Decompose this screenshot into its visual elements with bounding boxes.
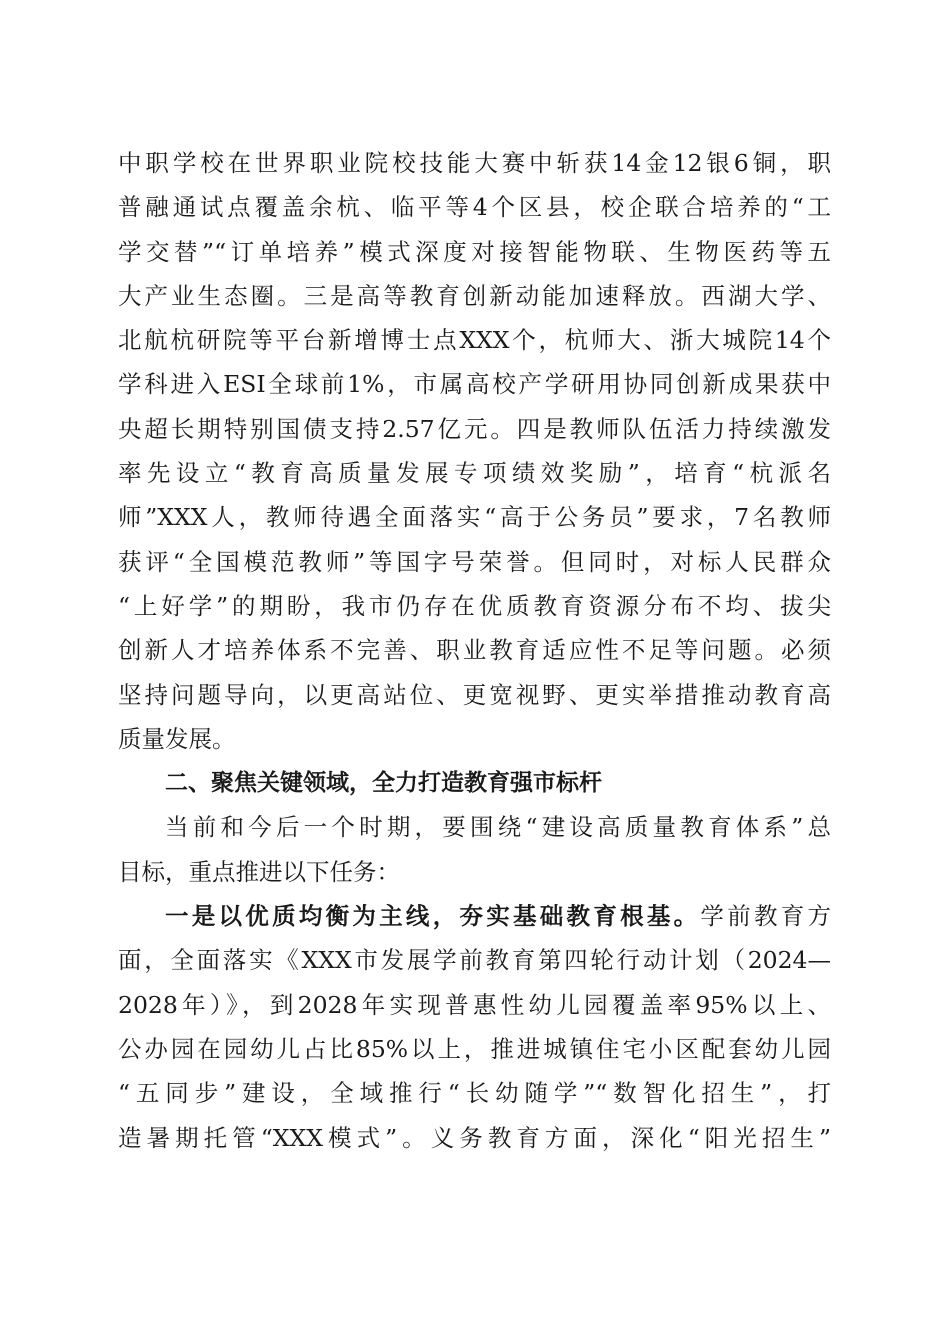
text-line: 造暑期托管“XXX模式”。义务教育方面，深化“阳光招生” <box>118 1123 831 1152</box>
text-line: 师”XXX人，教师待遇全面落实“高于公务员”要求，7名教师 <box>118 503 831 532</box>
paragraph-1 <box>118 141 831 761</box>
text-line: 获评“全国模范教师”等国字号荣誉。但同时，对标人民群众 <box>118 547 831 576</box>
text-line: 公办园在园幼儿占比85%以上，推进城镇住宅小区配套幼儿园 <box>118 1034 831 1063</box>
text-fragment: 学前教育方 <box>700 902 832 931</box>
bold-lead-phrase: 一是以优质均衡为主线，夯实基础教育根基。 <box>165 902 701 931</box>
text-line: 2028年）》，到2028年实现普惠性幼儿园覆盖率95%以上、 <box>118 990 831 1019</box>
text-line: 学科进入ESI全球前1%，市属高校产学研用协同创新成果获中 <box>118 370 831 399</box>
document-body <box>118 141 831 1160</box>
text-line: 率先设立“教育高质量发展专项绩效奖励”，培育“杭派名 <box>118 459 831 488</box>
text-line: 面，全面落实《XXX市发展学前教育第四轮行动计划（2024— <box>118 946 831 975</box>
text-line: “上好学”的期盼，我市仍存在优质教育资源分布不均、拔尖 <box>118 591 831 620</box>
text-line: 中职学校在世界职业院校技能大赛中斩获14金12银6铜，职 <box>118 149 831 177</box>
section-heading: 二、聚焦关键领域，全力打造教育强市标杆 <box>165 770 602 797</box>
text-line: 大产业生态圈。三是高等教育创新动能加速释放。西湖大学、 <box>118 281 831 310</box>
text-line: 北航杭研院等平台新增博士点XXX个，杭师大、浙大城院14个 <box>118 326 831 355</box>
text-line: 质量发展。 <box>118 724 236 753</box>
text-line <box>118 894 831 938</box>
text-line: 学交替”“订单培养”模式深度对接智能物联、生物医药等五 <box>118 237 831 266</box>
paragraph-3 <box>118 894 831 1160</box>
text-line: 创新人才培养体系不完善、职业教育适应性不足等问题。必须 <box>118 636 831 665</box>
text-line: 央超长期特别国债支持2.57亿元。四是教师队伍活力持续激发 <box>118 414 831 443</box>
text-line: 普融通试点覆盖余杭、临平等4个区县，校企联合培养的“工 <box>118 193 831 222</box>
text-line: “五同步”建设，全域推行“长幼随学”“数智化招生”，打 <box>118 1079 831 1108</box>
text-line: 坚持问题导向，以更高站位、更宽视野、更实举措推动教育高 <box>118 680 831 709</box>
text-line: 目标，重点推进以下任务： <box>118 857 400 886</box>
paragraph-2 <box>118 805 831 894</box>
text-line: 当前和今后一个时期，要围绕“建设高质量教育体系”总 <box>165 813 831 842</box>
